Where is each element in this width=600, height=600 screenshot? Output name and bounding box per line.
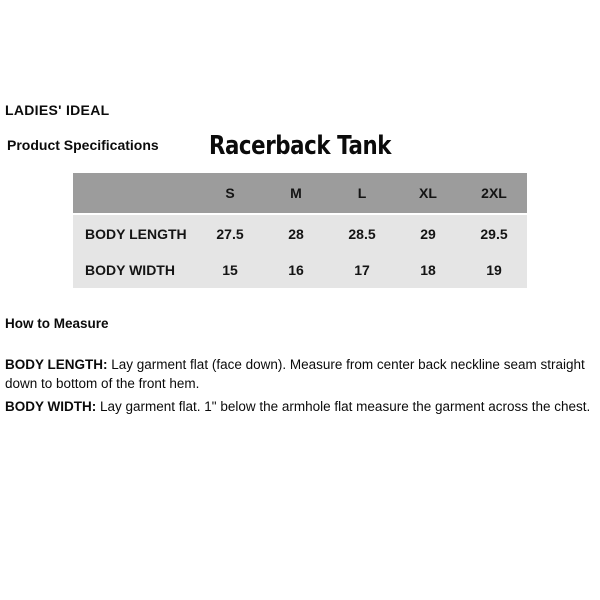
instruction-body-width bbox=[5, 397, 599, 416]
size-chart-body bbox=[73, 215, 527, 288]
table-row-body-length bbox=[73, 215, 527, 252]
size-column-header-2xl: 2XL bbox=[481, 185, 507, 201]
body-length-value-l: 28.5 bbox=[348, 225, 376, 242]
size-column-header-s: S bbox=[225, 185, 235, 201]
body-length-value-s: 27.5 bbox=[216, 225, 244, 242]
instruction-text-body-width: Lay garment flat. 1" below the armhole flat measure the garment across the chest. bbox=[96, 399, 591, 414]
body-width-value-xl: 18 bbox=[420, 262, 436, 278]
body-width-value-s: 15 bbox=[222, 262, 238, 278]
section-label: Product Specifications bbox=[7, 137, 159, 153]
instruction-body-length bbox=[5, 355, 599, 393]
size-chart-table bbox=[73, 173, 527, 288]
body-width-value-2xl: 19 bbox=[486, 262, 502, 278]
table-row-body-width bbox=[73, 252, 527, 288]
instruction-term-body-length: BODY LENGTH: bbox=[5, 357, 108, 372]
how-to-measure-heading: How to Measure bbox=[5, 316, 109, 331]
instruction-text-body-length: Lay garment flat (face down). Measure from center back neckline seam straight down to bottom of the front hem. bbox=[5, 357, 585, 391]
measure-instructions bbox=[5, 355, 599, 420]
row-label-body-width: BODY WIDTH bbox=[85, 262, 175, 278]
size-column-header-m: M bbox=[290, 185, 302, 201]
instruction-term-body-width: BODY WIDTH: bbox=[5, 399, 97, 414]
body-length-value-2xl: 29.5 bbox=[480, 225, 508, 242]
body-length-value-m: 28 bbox=[288, 225, 304, 242]
size-chart-corner-cell bbox=[73, 173, 197, 213]
body-width-value-m: 16 bbox=[288, 262, 304, 278]
brand-name: LADIES' IDEAL bbox=[5, 102, 110, 118]
size-chart-header-row bbox=[73, 173, 527, 213]
size-column-header-l: L bbox=[357, 185, 367, 201]
product-title: Racerback Tank bbox=[208, 131, 392, 161]
row-label-body-length: BODY LENGTH bbox=[85, 225, 187, 242]
body-width-value-l: 17 bbox=[354, 262, 370, 278]
body-length-value-xl: 29 bbox=[420, 225, 436, 242]
size-column-header-xl: XL bbox=[419, 185, 437, 201]
